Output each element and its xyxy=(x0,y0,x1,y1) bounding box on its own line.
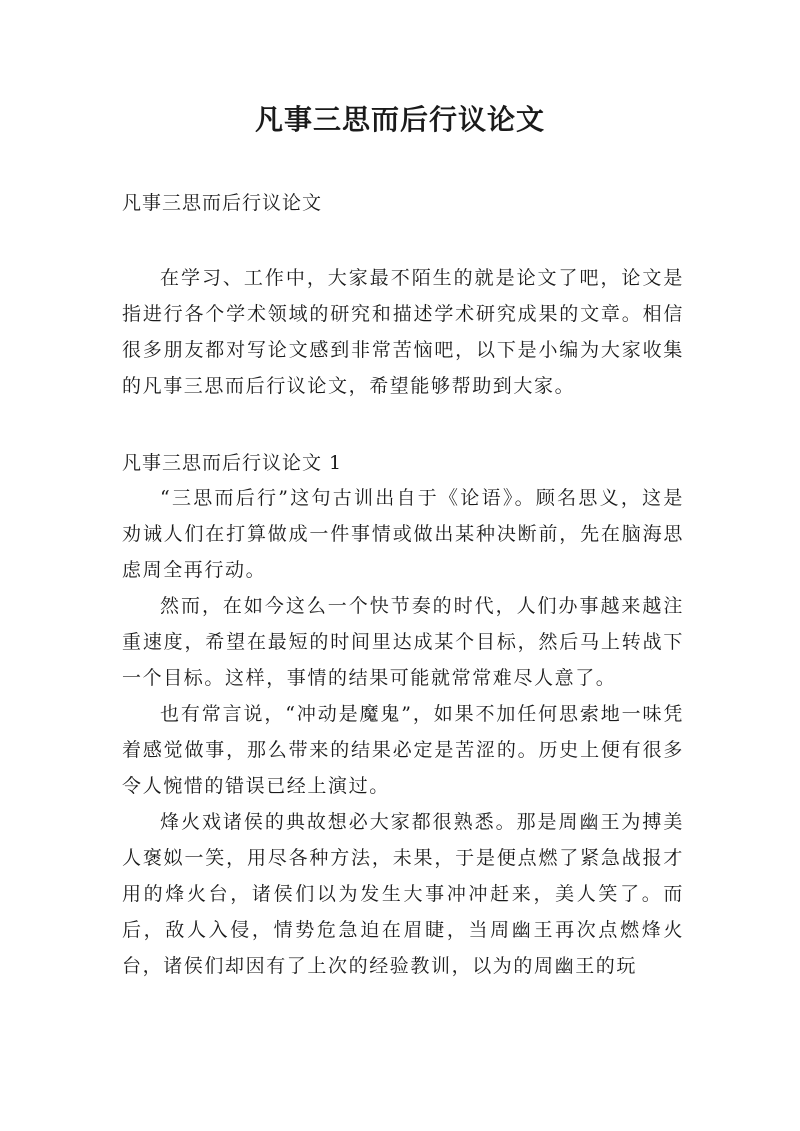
document-body xyxy=(122,186,684,984)
body-paragraph: 烽火戏诸侯的典故想必大家都很熟悉。那是周幽王为搏美人褒姒一笑，用尽各种方法，未果，于是便点燃了紧急战报才用的烽火台，诸侯们以为发生大事冲冲赶来，美人笑了。而后，敌人入侵，情势危急迫在眉睫，当周幽王再次点燃烽火台，诸侯们却因有了上次的经验教训，以为的周幽王的玩 xyxy=(122,811,684,977)
page-title: 凡事三思而后行议论文 xyxy=(254,103,545,136)
section-heading: 凡事三思而后行议论文 1 xyxy=(122,452,343,474)
body-paragraph: 也有常言说，“冲动是魔鬼”，如果不加任何思索地一味凭着感觉做事，那么带来的结果必定是苦涩的。历史上便有很多令人惋惜的错误已经上演过。 xyxy=(122,703,684,797)
body-paragraph: 然而，在如今这么一个快节奏的时代，人们办事越来越注重速度，希望在最短的时间里达成某个目标，然后马上转战下一个目标。这样，事情的结果可能就常常难尽人意了。 xyxy=(122,595,684,689)
intro-paragraph: 在学习、工作中，大家最不陌生的就是论文了吧，论文是指进行各个学术领域的研究和描述学术研究成果的文章。相信很多朋友都对写论文感到非常苦恼吧，以下是小编为大家收集的凡事三思而后行议论文，希望能够帮助到大家。 xyxy=(122,267,684,397)
body-paragraph: “三思而后行”这句古训出自于《论语》。顾名思义，这是劝诫人们在打算做成一件事情或做出某种决断前，先在脑海思虑周全再行动。 xyxy=(122,487,684,581)
document-subtitle: 凡事三思而后行议论文 xyxy=(122,192,323,214)
